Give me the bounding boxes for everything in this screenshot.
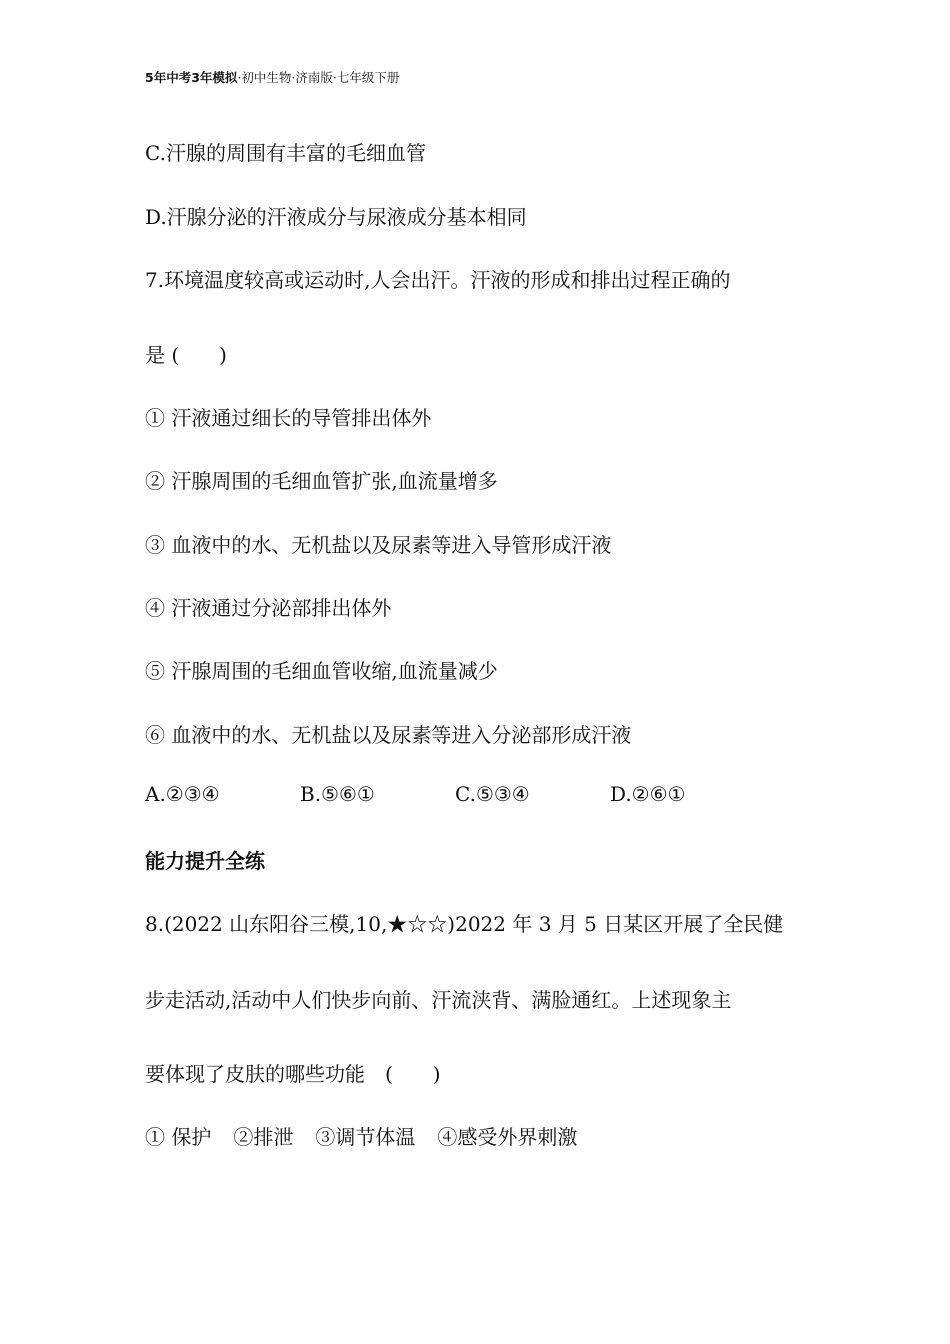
q8-stem-line1: 8.(2022 山东阳谷三模,10,★☆☆)2022 年 3 月 5 日某区开展了全民健 (145, 912, 784, 936)
q8-item-4: ④感受外界刺激 (437, 1125, 578, 1149)
q7-option-d: D.②⑥① (610, 782, 686, 806)
q8-item-1: ① 保护 (145, 1125, 212, 1149)
q7-stem-line1: 7.环境温度较高或运动时,人会出汗。汗液的形成和排出过程正确的 (145, 268, 731, 292)
q7-item-4: ④ 汗液通过分泌部排出体外 (145, 596, 392, 620)
q7-item-3: ③ 血液中的水、无机盐以及尿素等进入导管形成汗液 (145, 533, 612, 557)
q8-item-2: ②排泄 (233, 1125, 294, 1149)
q8-stem-line3: 要体现了皮肤的哪些功能 ( ) (145, 1062, 441, 1086)
header-subject: ·初中生物·济南版·七年级下册 (237, 70, 400, 85)
q7-option-b: B.⑤⑥① (300, 782, 375, 806)
q7-item-2: ② 汗腺周围的毛细血管扩张,血流量增多 (145, 469, 498, 493)
q7-item-5: ⑤ 汗腺周围的毛细血管收缩,血流量减少 (145, 659, 498, 683)
q8-stem-line2: 步走活动,活动中人们快步向前、汗流浃背、满脸通红。上述现象主 (145, 988, 732, 1012)
q7-option-c: C.⑤③④ (455, 782, 530, 806)
q6-option-c: C.汗腺的周围有丰富的毛细血管 (145, 141, 426, 165)
q7-item-1: ① 汗液通过细长的导管排出体外 (145, 406, 432, 430)
q7-options (145, 782, 765, 806)
q6-option-d: D.汗腺分泌的汗液成分与尿液成分基本相同 (145, 205, 527, 229)
q7-item-6: ⑥ 血液中的水、无机盐以及尿素等进入分泌部形成汗液 (145, 723, 632, 747)
q7-stem-line2: 是 ( ) (145, 343, 227, 367)
q8-items (145, 1121, 577, 1150)
q7-option-a: A.②③④ (145, 782, 220, 806)
q8-item-3: ③调节体温 (315, 1125, 416, 1149)
page-header (145, 68, 399, 86)
section-title: 能力提升全练 (145, 849, 265, 873)
header-series: 5年中考3年模拟 (145, 70, 238, 85)
